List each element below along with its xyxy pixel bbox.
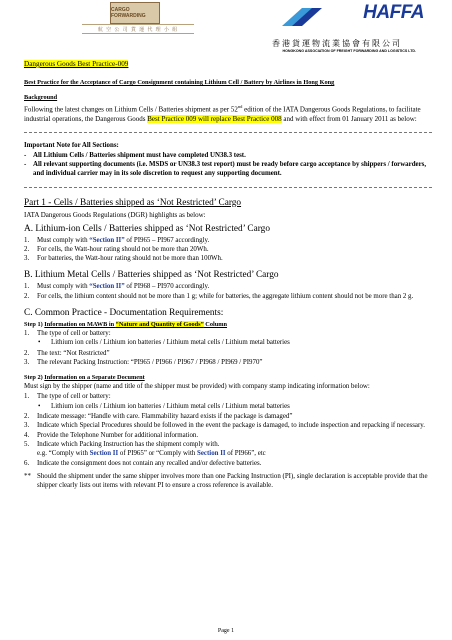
step2-list-cont <box>24 412 432 468</box>
page-number: Page 1 <box>217 628 235 634</box>
list-item: 3. For batteries, the Watt-hour rating should not be more than 100Wh. <box>24 255 223 263</box>
important-heading: Important Note for All Sections: <box>24 142 119 150</box>
important-item: - All relevant supporting documents (i.e. MSDS or UN38.3 test report) must be ready before cargo acceptance by shippers / forwarders, and individual carrier may in its sole discretion to request any supporting document. <box>24 160 427 178</box>
divider <box>24 187 432 188</box>
important-item: - All Lithium Cells / Batteries shipment must have completed UN38.3 test. <box>24 151 246 159</box>
step2-heading: Step 2) Information on a Separate Document <box>24 374 145 382</box>
list-item: 1. Must comply with “Section II” of PI968 – PI970 accordingly. <box>24 283 210 291</box>
doc-title: Dangerous Goods Best Practice-009 <box>24 60 129 68</box>
list-item: 3. Indicate which Special Procedures should be followed in the event the package is damaged, to include inspection and repacking if necessary. <box>24 422 425 430</box>
step1-list <box>24 329 432 338</box>
step2-intro: Must sign by the shipper (name and title of the shipper must be provided) with company stamp indicating information below: <box>24 383 370 391</box>
important-note <box>24 141 432 178</box>
cff-logo-chars: 航 空 公 司 貨 運 代 理 小 組 <box>82 24 194 34</box>
cff-logo-mark: CARGO FORWARDING <box>110 2 160 24</box>
footnote: ** Should the shipment under the same shipper involves more than one Packing Instruction (PI), single declaration is acceptable provide that the shipper clearly lists out items with relevant PI to ensure a cross reference is available. <box>24 472 428 490</box>
list-item: 1. The type of cell or battery: <box>24 330 111 337</box>
list-item: 2. The text: “Not Restricted” <box>24 349 110 357</box>
list-item: 4. Provide the Telephone Number for additional information. <box>24 431 199 439</box>
cff-logo <box>82 2 194 36</box>
step2-list <box>24 392 432 401</box>
background-heading: Background <box>24 94 58 101</box>
list-item: 6. Indicate the consignment does not contain any recalled and/or defective batteries. <box>24 459 262 467</box>
list-item: 3. The relevant Packing Instruction: “PI965 / PI966 / PI967 / PI968 / PI969 / PI970” <box>24 358 263 366</box>
list-bullet: • Lithium ion cells / Lithium ion batteries / Lithium metal cells / Lithium metal batteries <box>38 402 290 410</box>
section-c-heading: C. Common Practice - Documentation Requirements: <box>24 308 224 318</box>
org-name-english: HONGKONG ASSOCIATION OF FREIGHT FORWARDING AND LOGISTICS LTD. <box>282 49 416 53</box>
haffa-brand: HAFFA <box>363 2 424 23</box>
list-item: 2. Indicate message: “Handle with care. Flammability hazard exists if the package is damaged” <box>24 413 293 421</box>
divider <box>24 132 432 133</box>
section-a-list <box>24 236 432 264</box>
background-paragraph: Following the latest changes on Lithium Cells / Batteries shipment as per 52nd edition of the IATA Dangerous Goods Regulations, to facilitate industrial operations, the Dangerous Goods Best Practice 009 will replace Best Practice 008 and with effect from 01 January 2011 as below: <box>24 104 421 124</box>
best-practice-title: Best Practice for the Acceptance of Cargo Consignment containing Lithium Cell / Battery by Airlines in Hong Kong <box>24 79 335 86</box>
section-b-list <box>24 282 432 301</box>
list-bullet: • Lithium ion cells / Lithium ion batteries / Lithium metal cells / Lithium metal batteries <box>38 339 290 347</box>
step1-heading: Step 1) Information on MAWB in “Nature and Quantity of Goods” Column <box>24 321 228 328</box>
section-a-heading: A. Lithium-ion Cells / Batteries shipped as ‘Not Restricted’ Cargo <box>24 223 270 234</box>
list-item: 1. Must comply with “Section II” of PI965 – PI967 accordingly. <box>24 236 210 244</box>
list-item: 5. Indicate which Packing Instruction has the shipment comply with. e.g. “Comply with Section II of PI965” or “Comply with Section II of PI966”, etc <box>24 440 266 458</box>
list-item: 2. For cells, the Watt-hour rating should not be more than 20Wh. <box>24 245 209 253</box>
org-name-chinese: 香港貨運物流業協會有限公司 <box>272 39 402 48</box>
list-item: 2. For cells, the lithium content should not be more than 1 g; while for batteries, the aggregate lithium content should not be more than 2 g. <box>24 292 414 300</box>
letterhead <box>24 0 432 58</box>
section-b-heading: B. Lithium Metal Cells / Batteries shipped as ‘Not Restricted’ Cargo <box>24 270 279 281</box>
part1-intro: IATA Dangerous Goods Regulations (DGR) highlights as below: <box>24 210 206 219</box>
list-item: 1. The type of cell or battery: <box>24 393 111 401</box>
part1-heading: Part 1 - Cells / Batteries shipped as ‘Not Restricted’ Cargo <box>24 197 242 208</box>
step1-list-cont <box>24 349 432 368</box>
